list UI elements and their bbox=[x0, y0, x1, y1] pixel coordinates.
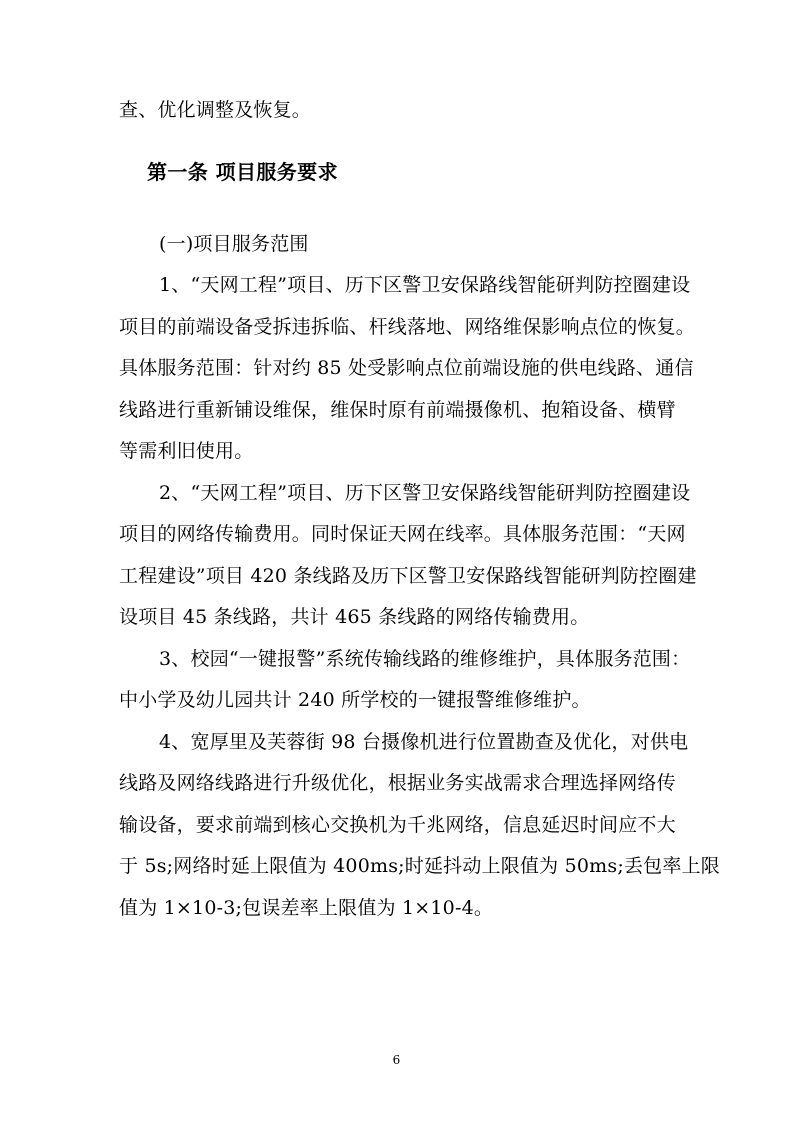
item-4-line-4: 于 5s;网络时延上限值为 400ms;时延抖动上限值为 50ms;丢包率上限 bbox=[119, 855, 720, 877]
item-3-line-1: 3、校园“一键报警”系统传输线路的维修维护，具体服务范围： bbox=[159, 648, 691, 670]
item-1-line-5: 等需利旧使用。 bbox=[119, 440, 254, 462]
item-2-line-1: 2、“天网工程”项目、历下区警卫安保路线智能研判防控圈建设 bbox=[159, 482, 691, 504]
item-4-line-2: 线路及网络线路进行升级优化，根据业务实战需求合理选择网络传 bbox=[119, 772, 676, 794]
subsection-heading: (一)项目服务范围 bbox=[159, 233, 309, 255]
item-1-line-1: 1、“天网工程”项目、历下区警卫安保路线智能研判防控圈建设 bbox=[159, 274, 691, 296]
item-3-line-2: 中小学及幼儿园共计 240 所学校的一键报警维修维护。 bbox=[119, 689, 591, 711]
item-1-line-4: 线路进行重新铺设维保，维保时原有前端摄像机、抱箱设备、横臂 bbox=[119, 399, 676, 421]
item-2-line-2: 项目的网络传输费用。同时保证天网在线率。具体服务范围：“天网 bbox=[119, 523, 686, 545]
item-4-line-5: 值为 1×10-3;包误差率上限值为 1×10-4。 bbox=[119, 897, 494, 919]
item-1-line-2: 项目的前端设备受拆违拆临、杆线落地、网络维保影响点位的恢复。 bbox=[119, 316, 696, 338]
item-2-line-4: 设项目 45 条线路，共计 465 条线路的网络传输费用。 bbox=[119, 606, 590, 628]
section-heading: 第一条 项目服务要求 bbox=[147, 160, 338, 184]
continuation-line: 查、优化调整及恢复。 bbox=[119, 99, 312, 121]
item-4-line-3: 输设备，要求前端到核心交换机为千兆网络，信息延迟时间应不大 bbox=[119, 814, 676, 836]
item-1-line-3: 具体服务范围：针对约 85 处受影响点位前端设施的供电线路、通信 bbox=[119, 357, 694, 379]
page-number: 6 bbox=[392, 1053, 401, 1067]
item-2-line-3: 工程建设”项目 420 条线路及历下区警卫安保路线智能研判防控圈建 bbox=[119, 565, 697, 587]
item-4-line-1: 4、宽厚里及芙蓉街 98 台摄像机进行位置勘查及优化，对供电 bbox=[159, 731, 689, 753]
